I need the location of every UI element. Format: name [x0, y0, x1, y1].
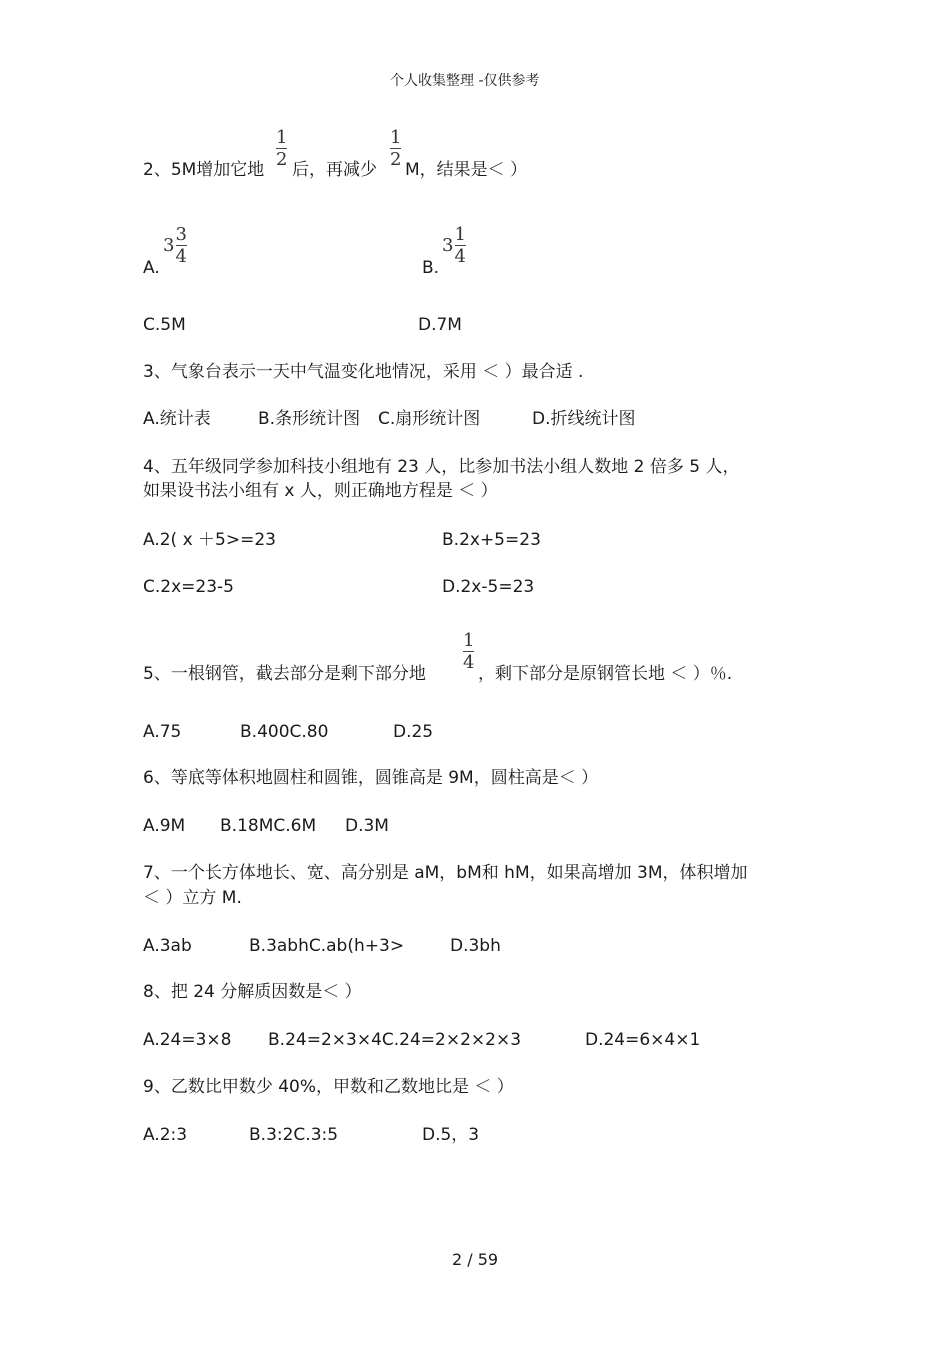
q9-option-bc: B.3:2C.3:5 [249, 1125, 339, 1145]
q7-option-d: D.3bh [450, 936, 501, 956]
q7-option-a: A.3ab [143, 936, 192, 956]
fraction-denominator: 2 [390, 149, 402, 170]
q2-option-a-label: A. [143, 258, 160, 278]
q4-option-b: B.2x+5=23 [442, 530, 541, 550]
q4-option-d: D.2x-5=23 [442, 577, 535, 597]
fraction-numerator: 1 [454, 224, 466, 245]
fraction-numerator: 3 [175, 224, 187, 245]
q4-stem-line1: 4、五年级同学参加科技小组地有 23 人，比参加书法小组人数地 2 倍多 5 人， [143, 457, 740, 477]
fraction-denominator: 2 [276, 149, 288, 170]
q8-option-bc: B.24=2×3×4C.24=2×2×2×3 [268, 1030, 522, 1050]
q3-option-d: D.折线统计图 [532, 409, 636, 429]
q8-option-a: A.24=3×8 [143, 1030, 232, 1050]
q3-option-a: A.统计表 [143, 409, 211, 429]
q6-option-bc: B.18MC.6M [220, 816, 317, 836]
q3-option-c: C.扇形统计图 [378, 409, 481, 429]
fraction-numerator: 1 [463, 630, 475, 651]
q9-stem: 9、乙数比甲数少 40%，甲数和乙数地比是 ＜ ） [143, 1077, 514, 1097]
q5-option-a: A.75 [143, 722, 182, 742]
mixed-whole: 3 [442, 235, 454, 256]
q6-stem: 6、等底等体积地圆柱和圆锥，圆锥高是 9M，圆柱高是＜ ） [143, 768, 599, 788]
fraction-denominator: 4 [454, 246, 466, 267]
fraction-numerator: 1 [390, 127, 402, 148]
q9-option-a: A.2:3 [143, 1125, 188, 1145]
q4-option-a: A.2( x ＋5>=23 [143, 530, 276, 550]
q4-stem-line2: 如果设书法小组有 x 人，则正确地方程是 ＜ ） [143, 481, 498, 501]
q5-stem-part1: 5、一根钢管，截去部分是剩下部分地 [143, 664, 426, 684]
q7-option-bc: B.3abhC.ab(h+3> [249, 936, 405, 956]
q6-option-a: A.9M [143, 816, 186, 836]
page-number: 2 / 59 [452, 1250, 499, 1269]
q5-option-d: D.25 [393, 722, 434, 742]
q2-fraction-1 [276, 128, 287, 169]
q2-option-b-mixed-number [442, 225, 466, 266]
mixed-fraction [175, 225, 186, 266]
q3-option-b: B.条形统计图 [258, 409, 361, 429]
q2-fraction-2 [390, 128, 401, 169]
q5-stem-part2: ，剩下部分是原钢管长地 ＜ ）％. [478, 664, 733, 684]
q2-stem-part3: M，结果是＜ ） [405, 160, 528, 180]
q6-option-d: D.3M [345, 816, 389, 836]
q8-option-d: D.24=6×4×1 [585, 1030, 701, 1050]
q5-fraction [463, 631, 474, 672]
q2-option-b-label: B. [422, 258, 440, 278]
q7-stem-line2: ＜ ）立方 M. [143, 888, 242, 908]
q3-stem: 3、气象台表示一天中气温变化地情况，采用 ＜ ）最合适 . [143, 362, 584, 382]
q2-option-a-mixed-number [163, 225, 187, 266]
q2-option-c: C.5M [143, 315, 186, 335]
q2-stem-part2: 后，再减少 [292, 160, 377, 180]
q8-stem: 8、把 24 分解质因数是＜ ） [143, 982, 362, 1002]
fraction-numerator: 1 [276, 127, 288, 148]
q7-stem-line1: 7、一个长方体地长、宽、高分别是 aM，bM和 hM，如果高增加 3M，体积增加 [143, 863, 748, 883]
q5-option-bc: B.400C.80 [240, 722, 329, 742]
mixed-whole: 3 [163, 235, 175, 256]
q9-option-d: D.5，3 [422, 1125, 480, 1145]
fraction-denominator: 4 [463, 652, 475, 673]
mixed-fraction [454, 225, 465, 266]
q2-option-d: D.7M [418, 315, 462, 335]
fraction-denominator: 4 [175, 246, 187, 267]
q4-option-c: C.2x=23-5 [143, 577, 234, 597]
page-header: 个人收集整理 -仅供参考 [390, 73, 540, 89]
q2-stem-part1: 2、5M增加它地 [143, 160, 265, 180]
